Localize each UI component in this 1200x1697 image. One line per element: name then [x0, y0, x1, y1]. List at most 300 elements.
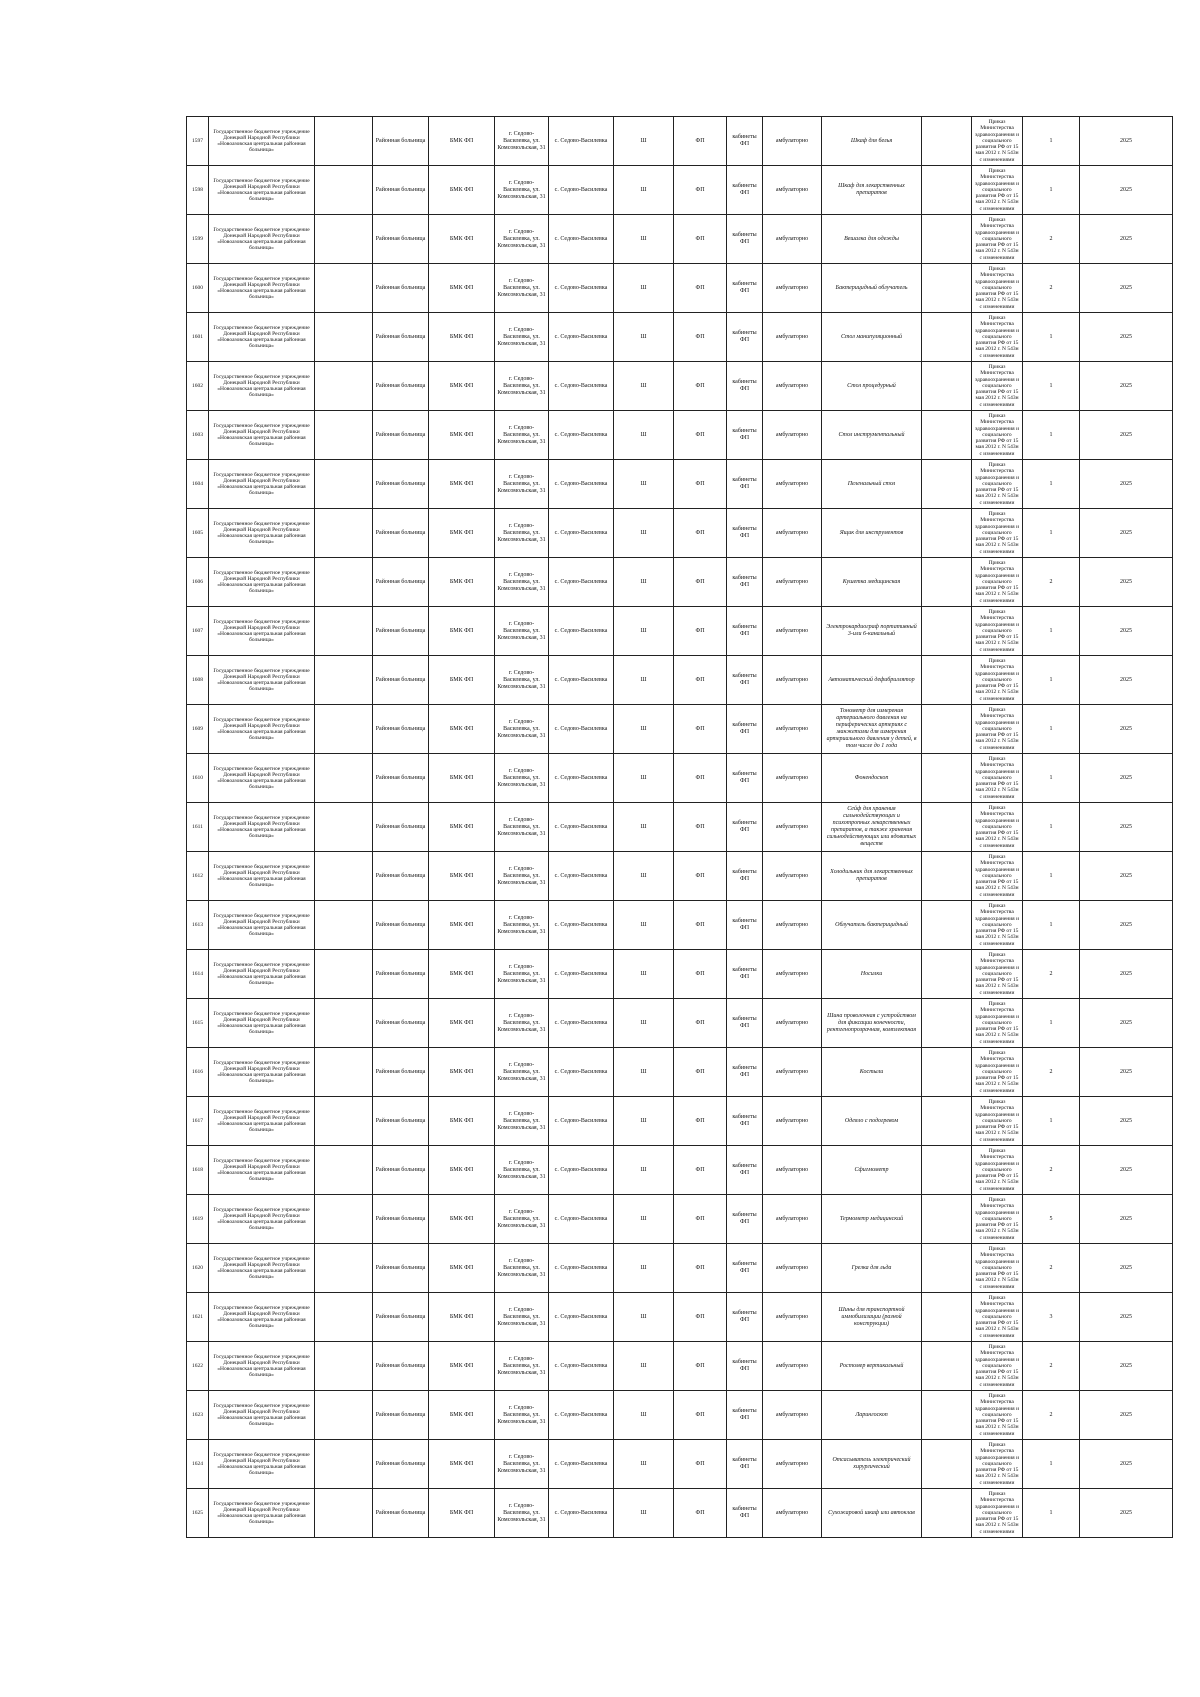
year-cell: 2025 — [1080, 1195, 1173, 1244]
row-number-cell: 1622 — [187, 1342, 209, 1391]
table-row — [187, 1097, 1173, 1146]
blank-cell — [922, 999, 972, 1048]
care-mode-cell: амбулаторно — [763, 705, 822, 754]
facility-type-cell: Районная больница — [373, 999, 429, 1048]
table-row — [187, 1342, 1173, 1391]
subdivision-cell: БМК ФП — [429, 215, 495, 264]
address-cell: г. Седово-Василевка, ул. Комсомольская, 31 — [495, 509, 549, 558]
equipment-name-cell: Носилки — [822, 950, 922, 999]
blank-cell — [922, 1146, 972, 1195]
row-number-cell: 1620 — [187, 1244, 209, 1293]
regulation-cell: Приказ Министерства здравоохранения и социального развития РФ от 15 мая 2012 г. N 543н с изменениями — [972, 1293, 1023, 1342]
subdivision-cell: БМК ФП — [429, 607, 495, 656]
regulation-cell: Приказ Министерства здравоохранения и социального развития РФ от 15 мая 2012 г. N 543н с изменениями — [972, 313, 1023, 362]
table-row — [187, 754, 1173, 803]
blank-cell — [922, 411, 972, 460]
address-cell: г. Седово-Василевка, ул. Комсомольская, 31 — [495, 558, 549, 607]
code-cell: Ш — [614, 1244, 674, 1293]
year-cell: 2025 — [1080, 1146, 1173, 1195]
facility-type-cell: Районная больница — [373, 362, 429, 411]
year-cell: 2025 — [1080, 1391, 1173, 1440]
year-cell: 2025 — [1080, 607, 1173, 656]
code-cell: Ш — [614, 1048, 674, 1097]
code-cell: Ш — [614, 509, 674, 558]
blank-cell — [315, 901, 373, 950]
care-mode-cell: амбулаторно — [763, 362, 822, 411]
locality-cell: с. Седово-Василевка — [549, 852, 614, 901]
short-name-cell: ФП — [674, 1342, 727, 1391]
organization-cell: Государственное бюджетное учреждение Донецкой Народной Республики «Новоазовская центральная районная больница» — [209, 313, 315, 362]
table-row — [187, 1146, 1173, 1195]
equipment-name-cell: Вешалка для одежды — [822, 215, 922, 264]
subdivision-cell: БМК ФП — [429, 901, 495, 950]
year-cell: 2025 — [1080, 1097, 1173, 1146]
locality-cell: с. Седово-Василевка — [549, 705, 614, 754]
code-cell: Ш — [614, 1097, 674, 1146]
short-name-cell: ФП — [674, 705, 727, 754]
care-mode-cell: амбулаторно — [763, 558, 822, 607]
code-cell: Ш — [614, 1391, 674, 1440]
blank-cell — [315, 166, 373, 215]
code-cell: Ш — [614, 313, 674, 362]
care-mode-cell: амбулаторно — [763, 1489, 822, 1538]
subdivision-cell: БМК ФП — [429, 656, 495, 705]
care-mode-cell: амбулаторно — [763, 1244, 822, 1293]
address-cell: г. Седово-Василевка, ул. Комсомольская, 31 — [495, 852, 549, 901]
row-number-cell: 1618 — [187, 1146, 209, 1195]
code-cell: Ш — [614, 264, 674, 313]
locality-cell: с. Седово-Василевка — [549, 656, 614, 705]
facility-type-cell: Районная больница — [373, 117, 429, 166]
care-mode-cell: амбулаторно — [763, 1048, 822, 1097]
code-cell: Ш — [614, 803, 674, 852]
quantity-cell: 1 — [1023, 852, 1080, 901]
short-name-cell: ФП — [674, 1489, 727, 1538]
address-cell: г. Седово-Василевка, ул. Комсомольская, 31 — [495, 754, 549, 803]
facility-type-cell: Районная больница — [373, 754, 429, 803]
regulation-cell: Приказ Министерства здравоохранения и социального развития РФ от 15 мая 2012 г. N 543н с изменениями — [972, 509, 1023, 558]
care-mode-cell: амбулаторно — [763, 754, 822, 803]
address-cell: г. Седово-Василевка, ул. Комсомольская, 31 — [495, 1489, 549, 1538]
table-row — [187, 1391, 1173, 1440]
locality-cell: с. Седово-Василевка — [549, 1440, 614, 1489]
organization-cell: Государственное бюджетное учреждение Донецкой Народной Республики «Новоазовская центральная районная больница» — [209, 117, 315, 166]
year-cell: 2025 — [1080, 1489, 1173, 1538]
room-cell: кабинеты ФП — [727, 1342, 763, 1391]
quantity-cell: 5 — [1023, 1195, 1080, 1244]
blank-cell — [922, 1195, 972, 1244]
quantity-cell: 3 — [1023, 1293, 1080, 1342]
address-cell: г. Седово-Василевка, ул. Комсомольская, 31 — [495, 264, 549, 313]
subdivision-cell: БМК ФП — [429, 1097, 495, 1146]
table-row — [187, 166, 1173, 215]
short-name-cell: ФП — [674, 901, 727, 950]
code-cell: Ш — [614, 950, 674, 999]
row-number-cell: 1606 — [187, 558, 209, 607]
room-cell: кабинеты ФП — [727, 803, 763, 852]
room-cell: кабинеты ФП — [727, 411, 763, 460]
subdivision-cell: БМК ФП — [429, 1048, 495, 1097]
equipment-name-cell: Кушетка медицинская — [822, 558, 922, 607]
blank-cell — [315, 460, 373, 509]
room-cell: кабинеты ФП — [727, 1489, 763, 1538]
table-row — [187, 803, 1173, 852]
facility-type-cell: Районная больница — [373, 460, 429, 509]
equipment-name-cell: Пеленальный стол — [822, 460, 922, 509]
regulation-cell: Приказ Министерства здравоохранения и социального развития РФ от 15 мая 2012 г. N 543н с изменениями — [972, 117, 1023, 166]
locality-cell: с. Седово-Василевка — [549, 215, 614, 264]
organization-cell: Государственное бюджетное учреждение Донецкой Народной Республики «Новоазовская центральная районная больница» — [209, 1195, 315, 1244]
short-name-cell: ФП — [674, 1048, 727, 1097]
room-cell: кабинеты ФП — [727, 460, 763, 509]
row-number-cell: 1619 — [187, 1195, 209, 1244]
organization-cell: Государственное бюджетное учреждение Донецкой Народной Республики «Новоазовская центральная районная больница» — [209, 1489, 315, 1538]
address-cell: г. Седово-Василевка, ул. Комсомольская, 31 — [495, 313, 549, 362]
regulation-cell: Приказ Министерства здравоохранения и социального развития РФ от 15 мая 2012 г. N 543н с изменениями — [972, 1244, 1023, 1293]
equipment-name-cell: Термометр медицинский — [822, 1195, 922, 1244]
quantity-cell: 1 — [1023, 607, 1080, 656]
quantity-cell: 1 — [1023, 509, 1080, 558]
room-cell: кабинеты ФП — [727, 1048, 763, 1097]
code-cell: Ш — [614, 1342, 674, 1391]
quantity-cell: 2 — [1023, 1244, 1080, 1293]
row-number-cell: 1625 — [187, 1489, 209, 1538]
quantity-cell: 1 — [1023, 803, 1080, 852]
care-mode-cell: амбулаторно — [763, 117, 822, 166]
organization-cell: Государственное бюджетное учреждение Донецкой Народной Республики «Новоазовская центральная районная больница» — [209, 1097, 315, 1146]
year-cell: 2025 — [1080, 1244, 1173, 1293]
year-cell: 2025 — [1080, 558, 1173, 607]
room-cell: кабинеты ФП — [727, 607, 763, 656]
blank-cell — [315, 1391, 373, 1440]
quantity-cell: 2 — [1023, 1146, 1080, 1195]
equipment-name-cell: Шкаф для белья — [822, 117, 922, 166]
care-mode-cell: амбулаторно — [763, 166, 822, 215]
locality-cell: с. Седово-Василевка — [549, 1097, 614, 1146]
facility-type-cell: Районная больница — [373, 411, 429, 460]
blank-cell — [315, 950, 373, 999]
room-cell: кабинеты ФП — [727, 264, 763, 313]
subdivision-cell: БМК ФП — [429, 705, 495, 754]
blank-cell — [315, 656, 373, 705]
address-cell: г. Седово-Василевка, ул. Комсомольская, 31 — [495, 411, 549, 460]
room-cell: кабинеты ФП — [727, 117, 763, 166]
short-name-cell: ФП — [674, 264, 727, 313]
blank-cell — [315, 852, 373, 901]
subdivision-cell: БМК ФП — [429, 1342, 495, 1391]
organization-cell: Государственное бюджетное учреждение Донецкой Народной Республики «Новоазовская центральная районная больница» — [209, 656, 315, 705]
care-mode-cell: амбулаторно — [763, 509, 822, 558]
short-name-cell: ФП — [674, 1097, 727, 1146]
quantity-cell: 1 — [1023, 117, 1080, 166]
facility-type-cell: Районная больница — [373, 1293, 429, 1342]
subdivision-cell: БМК ФП — [429, 1244, 495, 1293]
row-number-cell: 1599 — [187, 215, 209, 264]
blank-cell — [922, 1391, 972, 1440]
table-row — [187, 1293, 1173, 1342]
year-cell: 2025 — [1080, 313, 1173, 362]
quantity-cell: 2 — [1023, 1342, 1080, 1391]
subdivision-cell: БМК ФП — [429, 558, 495, 607]
equipment-name-cell: Стол процедурный — [822, 362, 922, 411]
code-cell: Ш — [614, 117, 674, 166]
regulation-cell: Приказ Министерства здравоохранения и социального развития РФ от 15 мая 2012 г. N 543н с изменениями — [972, 1489, 1023, 1538]
table-body — [187, 117, 1173, 1538]
regulation-cell: Приказ Министерства здравоохранения и социального развития РФ от 15 мая 2012 г. N 543н с изменениями — [972, 999, 1023, 1048]
blank-cell — [315, 362, 373, 411]
regulation-cell: Приказ Министерства здравоохранения и социального развития РФ от 15 мая 2012 г. N 543н с изменениями — [972, 166, 1023, 215]
row-number-cell: 1613 — [187, 901, 209, 950]
quantity-cell: 1 — [1023, 999, 1080, 1048]
blank-cell — [315, 705, 373, 754]
subdivision-cell: БМК ФП — [429, 1440, 495, 1489]
facility-type-cell: Районная больница — [373, 1440, 429, 1489]
blank-cell — [922, 460, 972, 509]
regulation-cell: Приказ Министерства здравоохранения и социального развития РФ от 15 мая 2012 г. N 543н с изменениями — [972, 1195, 1023, 1244]
table-row — [187, 509, 1173, 558]
subdivision-cell: БМК ФП — [429, 852, 495, 901]
equipment-name-cell: Одеяло с подогревом — [822, 1097, 922, 1146]
quantity-cell: 1 — [1023, 411, 1080, 460]
equipment-name-cell: Стол инструментальный — [822, 411, 922, 460]
blank-cell — [315, 1048, 373, 1097]
subdivision-cell: БМК ФП — [429, 166, 495, 215]
regulation-cell: Приказ Министерства здравоохранения и социального развития РФ от 15 мая 2012 г. N 543н с изменениями — [972, 1391, 1023, 1440]
locality-cell: с. Седово-Василевка — [549, 1146, 614, 1195]
row-number-cell: 1600 — [187, 264, 209, 313]
locality-cell: с. Седово-Василевка — [549, 1195, 614, 1244]
table-row — [187, 313, 1173, 362]
blank-cell — [922, 803, 972, 852]
equipment-name-cell: Костыли — [822, 1048, 922, 1097]
address-cell: г. Седово-Василевка, ул. Комсомольская, 31 — [495, 1440, 549, 1489]
blank-cell — [922, 1293, 972, 1342]
equipment-name-cell: Шина проволочная с устройством для фиксации конечности, рентгенопрозрачная, комплектная — [822, 999, 922, 1048]
room-cell: кабинеты ФП — [727, 1440, 763, 1489]
quantity-cell: 2 — [1023, 264, 1080, 313]
organization-cell: Государственное бюджетное учреждение Донецкой Народной Республики «Новоазовская центральная районная больница» — [209, 558, 315, 607]
address-cell: г. Седово-Василевка, ул. Комсомольская, 31 — [495, 117, 549, 166]
facility-type-cell: Районная больница — [373, 1195, 429, 1244]
address-cell: г. Седово-Василевка, ул. Комсомольская, 31 — [495, 607, 549, 656]
year-cell: 2025 — [1080, 215, 1173, 264]
code-cell: Ш — [614, 166, 674, 215]
row-number-cell: 1615 — [187, 999, 209, 1048]
organization-cell: Государственное бюджетное учреждение Донецкой Народной Республики «Новоазовская центральная районная больница» — [209, 264, 315, 313]
organization-cell: Государственное бюджетное учреждение Донецкой Народной Республики «Новоазовская центральная районная больница» — [209, 1342, 315, 1391]
table-row — [187, 460, 1173, 509]
row-number-cell: 1604 — [187, 460, 209, 509]
subdivision-cell: БМК ФП — [429, 754, 495, 803]
blank-cell — [922, 1244, 972, 1293]
short-name-cell: ФП — [674, 754, 727, 803]
organization-cell: Государственное бюджетное учреждение Донецкой Народной Республики «Новоазовская центральная районная больница» — [209, 852, 315, 901]
code-cell: Ш — [614, 1293, 674, 1342]
quantity-cell: 1 — [1023, 166, 1080, 215]
subdivision-cell: БМК ФП — [429, 1146, 495, 1195]
short-name-cell: ФП — [674, 803, 727, 852]
quantity-cell: 1 — [1023, 313, 1080, 362]
address-cell: г. Седово-Василевка, ул. Комсомольская, 31 — [495, 1293, 549, 1342]
row-number-cell: 1608 — [187, 656, 209, 705]
row-number-cell: 1605 — [187, 509, 209, 558]
locality-cell: с. Седово-Василевка — [549, 607, 614, 656]
equipment-name-cell: Ларингоскоп — [822, 1391, 922, 1440]
blank-cell — [315, 1244, 373, 1293]
short-name-cell: ФП — [674, 852, 727, 901]
address-cell: г. Седово-Василевка, ул. Комсомольская, 31 — [495, 999, 549, 1048]
row-number-cell: 1616 — [187, 1048, 209, 1097]
blank-cell — [922, 1342, 972, 1391]
locality-cell: с. Седово-Василевка — [549, 1293, 614, 1342]
short-name-cell: ФП — [674, 166, 727, 215]
care-mode-cell: амбулаторно — [763, 1146, 822, 1195]
quantity-cell: 2 — [1023, 1391, 1080, 1440]
care-mode-cell: амбулаторно — [763, 950, 822, 999]
year-cell: 2025 — [1080, 1342, 1173, 1391]
equipment-name-cell: Отсасыватель электрический хирургический — [822, 1440, 922, 1489]
short-name-cell: ФП — [674, 460, 727, 509]
blank-cell — [315, 558, 373, 607]
blank-cell — [315, 607, 373, 656]
blank-cell — [922, 509, 972, 558]
blank-cell — [315, 509, 373, 558]
regulation-cell: Приказ Министерства здравоохранения и социального развития РФ от 15 мая 2012 г. N 543н с изменениями — [972, 1342, 1023, 1391]
blank-cell — [315, 1342, 373, 1391]
locality-cell: с. Седово-Василевка — [549, 509, 614, 558]
room-cell: кабинеты ФП — [727, 1195, 763, 1244]
blank-cell — [315, 1195, 373, 1244]
blank-cell — [922, 656, 972, 705]
regulation-cell: Приказ Министерства здравоохранения и социального развития РФ от 15 мая 2012 г. N 543н с изменениями — [972, 264, 1023, 313]
year-cell: 2025 — [1080, 1048, 1173, 1097]
regulation-cell: Приказ Министерства здравоохранения и социального развития РФ от 15 мая 2012 г. N 543н с изменениями — [972, 705, 1023, 754]
row-number-cell: 1609 — [187, 705, 209, 754]
room-cell: кабинеты ФП — [727, 656, 763, 705]
facility-type-cell: Районная больница — [373, 1048, 429, 1097]
table-row — [187, 362, 1173, 411]
subdivision-cell: БМК ФП — [429, 1293, 495, 1342]
short-name-cell: ФП — [674, 999, 727, 1048]
code-cell: Ш — [614, 460, 674, 509]
blank-cell — [922, 852, 972, 901]
row-number-cell: 1611 — [187, 803, 209, 852]
year-cell: 2025 — [1080, 705, 1173, 754]
table-row — [187, 1195, 1173, 1244]
row-number-cell: 1610 — [187, 754, 209, 803]
organization-cell: Государственное бюджетное учреждение Донецкой Народной Республики «Новоазовская центральная районная больница» — [209, 999, 315, 1048]
short-name-cell: ФП — [674, 1244, 727, 1293]
blank-cell — [315, 1293, 373, 1342]
row-number-cell: 1603 — [187, 411, 209, 460]
table-row — [187, 558, 1173, 607]
year-cell: 2025 — [1080, 656, 1173, 705]
short-name-cell: ФП — [674, 1440, 727, 1489]
address-cell: г. Седово-Василевка, ул. Комсомольская, 31 — [495, 656, 549, 705]
blank-cell — [315, 215, 373, 264]
year-cell: 2025 — [1080, 362, 1173, 411]
code-cell: Ш — [614, 754, 674, 803]
room-cell: кабинеты ФП — [727, 362, 763, 411]
short-name-cell: ФП — [674, 558, 727, 607]
code-cell: Ш — [614, 607, 674, 656]
blank-cell — [922, 117, 972, 166]
room-cell: кабинеты ФП — [727, 754, 763, 803]
blank-cell — [315, 1440, 373, 1489]
table-row — [187, 215, 1173, 264]
locality-cell: с. Седово-Василевка — [549, 264, 614, 313]
room-cell: кабинеты ФП — [727, 509, 763, 558]
room-cell: кабинеты ФП — [727, 852, 763, 901]
care-mode-cell: амбулаторно — [763, 215, 822, 264]
year-cell: 2025 — [1080, 901, 1173, 950]
quantity-cell: 2 — [1023, 950, 1080, 999]
regulation-cell: Приказ Министерства здравоохранения и социального развития РФ от 15 мая 2012 г. N 543н с изменениями — [972, 1048, 1023, 1097]
row-number-cell: 1607 — [187, 607, 209, 656]
equipment-name-cell: Холодильник для лекарственных препаратов — [822, 852, 922, 901]
equipment-name-cell: Грелка для льда — [822, 1244, 922, 1293]
care-mode-cell: амбулаторно — [763, 264, 822, 313]
blank-cell — [922, 264, 972, 313]
equipment-name-cell: Шины для транспортной иммобилизации (разной конструкции) — [822, 1293, 922, 1342]
equipment-name-cell: Сухожаровой шкаф или автоклав — [822, 1489, 922, 1538]
code-cell: Ш — [614, 656, 674, 705]
facility-type-cell: Районная больница — [373, 705, 429, 754]
address-cell: г. Седово-Василевка, ул. Комсомольская, 31 — [495, 1342, 549, 1391]
blank-cell — [315, 117, 373, 166]
address-cell: г. Седово-Василевка, ул. Комсомольская, 31 — [495, 1195, 549, 1244]
locality-cell: с. Седово-Василевка — [549, 1489, 614, 1538]
address-cell: г. Седово-Василевка, ул. Комсомольская, 31 — [495, 803, 549, 852]
address-cell: г. Седово-Василевка, ул. Комсомольская, 31 — [495, 1048, 549, 1097]
short-name-cell: ФП — [674, 509, 727, 558]
row-number-cell: 1617 — [187, 1097, 209, 1146]
code-cell: Ш — [614, 1489, 674, 1538]
care-mode-cell: амбулаторно — [763, 1391, 822, 1440]
table-row — [187, 1244, 1173, 1293]
equipment-name-cell: Сейф для хранения сильнодействующих и психотропных лекарственных препаратов, а также хранения сильнодействующих или ядовитых веществ — [822, 803, 922, 852]
equipment-name-cell: Электрокардиограф портативный 3-или 6-канальный — [822, 607, 922, 656]
room-cell: кабинеты ФП — [727, 1391, 763, 1440]
table-row — [187, 656, 1173, 705]
room-cell: кабинеты ФП — [727, 1097, 763, 1146]
blank-cell — [922, 1097, 972, 1146]
locality-cell: с. Седово-Василевка — [549, 558, 614, 607]
quantity-cell: 2 — [1023, 1048, 1080, 1097]
facility-type-cell: Районная больница — [373, 1342, 429, 1391]
care-mode-cell: амбулаторно — [763, 411, 822, 460]
blank-cell — [922, 901, 972, 950]
row-number-cell: 1612 — [187, 852, 209, 901]
blank-cell — [922, 313, 972, 362]
room-cell: кабинеты ФП — [727, 313, 763, 362]
room-cell: кабинеты ФП — [727, 901, 763, 950]
row-number-cell: 1614 — [187, 950, 209, 999]
locality-cell: с. Седово-Василевка — [549, 313, 614, 362]
code-cell: Ш — [614, 999, 674, 1048]
subdivision-cell: БМК ФП — [429, 117, 495, 166]
year-cell: 2025 — [1080, 1293, 1173, 1342]
year-cell: 2025 — [1080, 509, 1173, 558]
blank-cell — [315, 754, 373, 803]
organization-cell: Государственное бюджетное учреждение Донецкой Народной Республики «Новоазовская центральная районная больница» — [209, 754, 315, 803]
table-row — [187, 901, 1173, 950]
blank-cell — [315, 264, 373, 313]
short-name-cell: ФП — [674, 1195, 727, 1244]
facility-type-cell: Районная больница — [373, 803, 429, 852]
short-name-cell: ФП — [674, 656, 727, 705]
equipment-name-cell: Ящик для инструментов — [822, 509, 922, 558]
